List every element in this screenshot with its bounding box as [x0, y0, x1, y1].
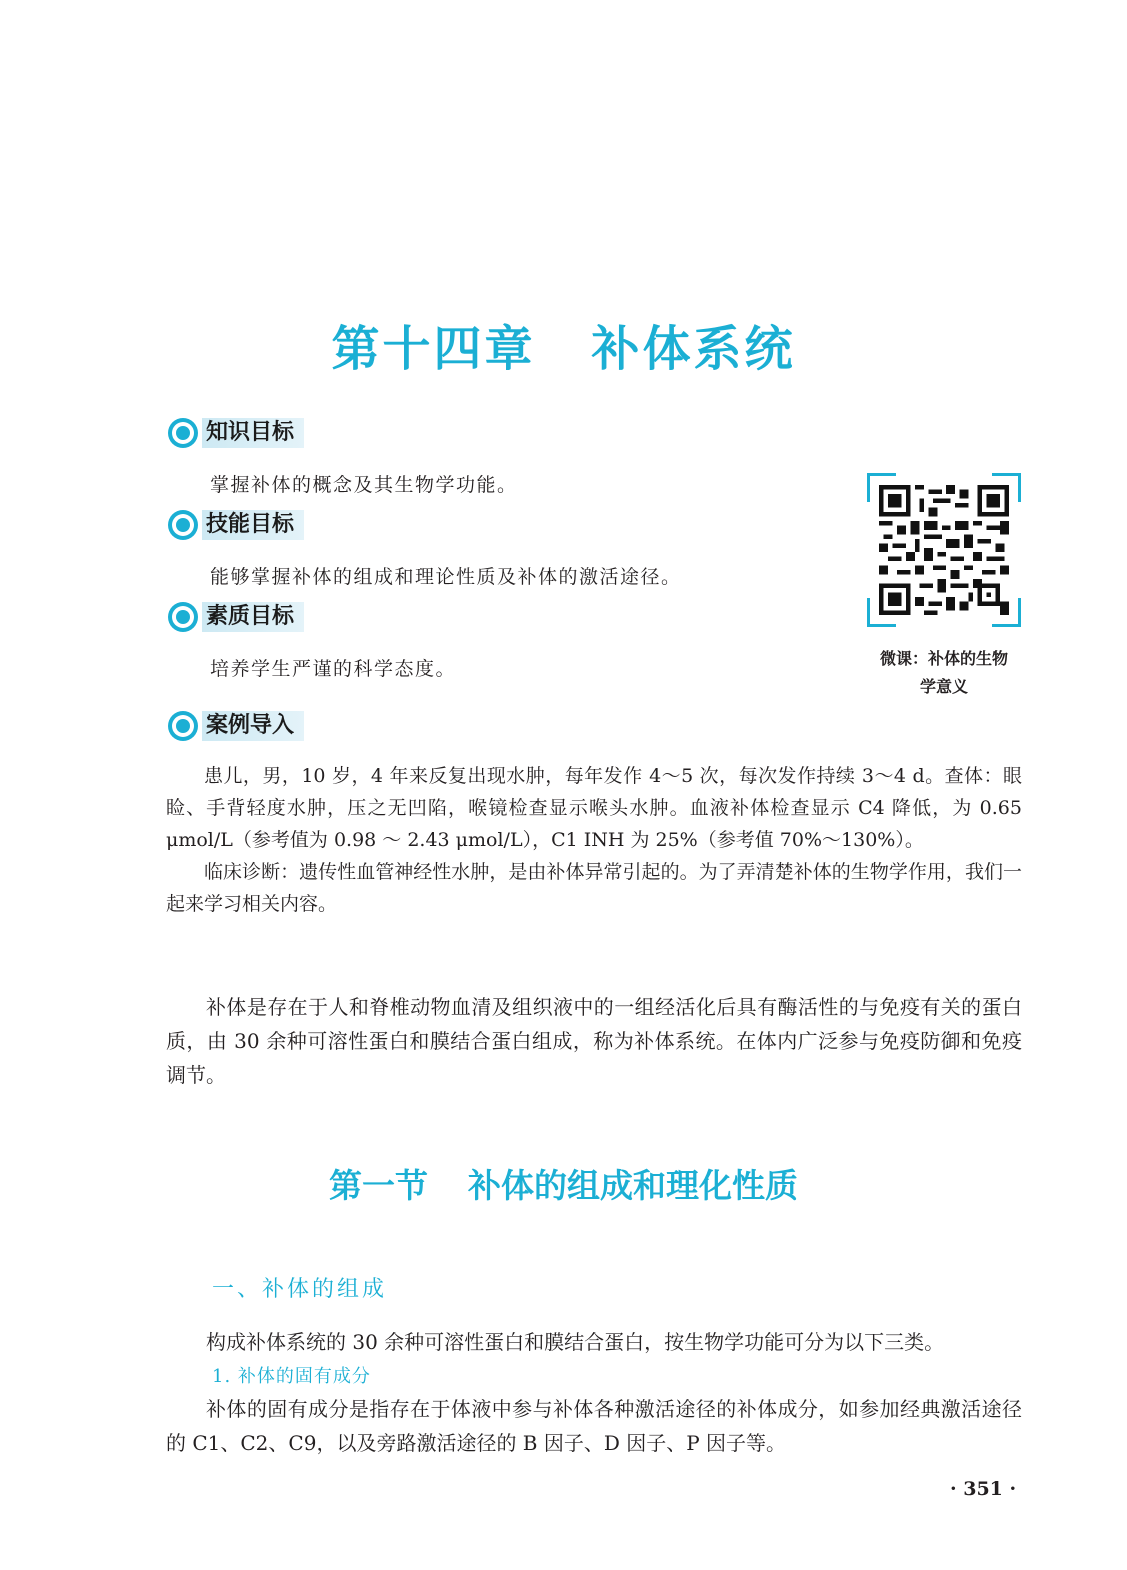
item-title: 1. 补体的固有成分: [212, 1366, 371, 1387]
objective-heading-skill: [168, 509, 304, 541]
subsection-lead-paragraph: 构成补体系统的 30 余种可溶性蛋白和膜结合蛋白，按生物学功能可分为以下三类。: [206, 1330, 945, 1354]
target-icon: [168, 510, 198, 540]
objective-heading-quality: [168, 601, 304, 633]
objective-label: 技能目标: [202, 510, 304, 540]
qr-caption-line2: 学意义: [919, 677, 968, 696]
intro-paragraph: 补体是存在于人和脊椎动物血清及组织液中的一组经活化后具有酶活性的与免疫有关的蛋白质，由 30 余种可溶性蛋白和膜结合蛋白组成，称为补体系统。在体内广泛参与免疫防御和免疫调节。: [166, 995, 1022, 1087]
target-icon: [168, 711, 198, 741]
case-paragraph: 患儿，男，10 岁，4 年来反复出现水肿，每年发作 4～5 次，每次发作持续 3～4 d。查体：眼睑、手背轻度水肿，压之无凹陷，喉镜检查显示喉头水肿。血液补体检查显示 C4 降低，为 0.65 μmol/L（参考值为 0.98 ～ 2.43 μmol/L），C1 INH 为 25%（参考值 70%～130%）。: [166, 765, 1022, 851]
subsection-title: 一、补体的组成: [212, 1277, 388, 1302]
objective-label: 素质目标: [202, 602, 304, 632]
objective-label: 知识目标: [202, 418, 304, 448]
objective-text-knowledge: 掌握补体的概念及其生物学功能。: [210, 474, 518, 496]
case-heading: [168, 710, 304, 742]
page-number: · 351 ·: [950, 1478, 1017, 1500]
case-body: [166, 760, 1022, 920]
qr-code-frame[interactable]: [867, 473, 1021, 627]
case-paragraph: 临床诊断：遗传性血管神经性水肿，是由补体异常引起的。为了弄清楚补体的生物学作用，我们一起来学习相关内容。: [166, 861, 1022, 915]
item-paragraph: 补体的固有成分是指存在于体液中参与补体各种激活途径的补体成分，如参加经典激活途径的 C1、C2、C9，以及旁路激活途径的 B 因子、D 因子、P 因子等。: [166, 1397, 1022, 1455]
objective-text-quality: 培养学生严谨的科学态度。: [210, 658, 457, 680]
target-icon: [168, 602, 198, 632]
target-icon: [168, 418, 198, 448]
chapter-name: 补体系统: [591, 321, 796, 378]
section-name: 补体的组成和理化性质: [468, 1166, 798, 1205]
chapter-title: [0, 310, 1127, 379]
objective-text-skill: 能够掌握补体的组成和理论性质及补体的激活途径。: [210, 566, 682, 588]
intro-text: [166, 990, 1022, 1092]
item-body: [166, 1392, 1022, 1460]
qr-code-icon: [879, 485, 1009, 615]
section-number: 第一节: [329, 1166, 428, 1205]
objective-heading-knowledge: [168, 417, 304, 449]
chapter-number: 第十四章: [331, 321, 536, 378]
section-title: [0, 1160, 1127, 1207]
qr-caption-line1: 微课：补体的生物: [879, 649, 1008, 668]
case-label: 案例导入: [202, 711, 304, 741]
subsection-lead: [166, 1325, 1022, 1359]
qr-caption: [852, 645, 1036, 701]
